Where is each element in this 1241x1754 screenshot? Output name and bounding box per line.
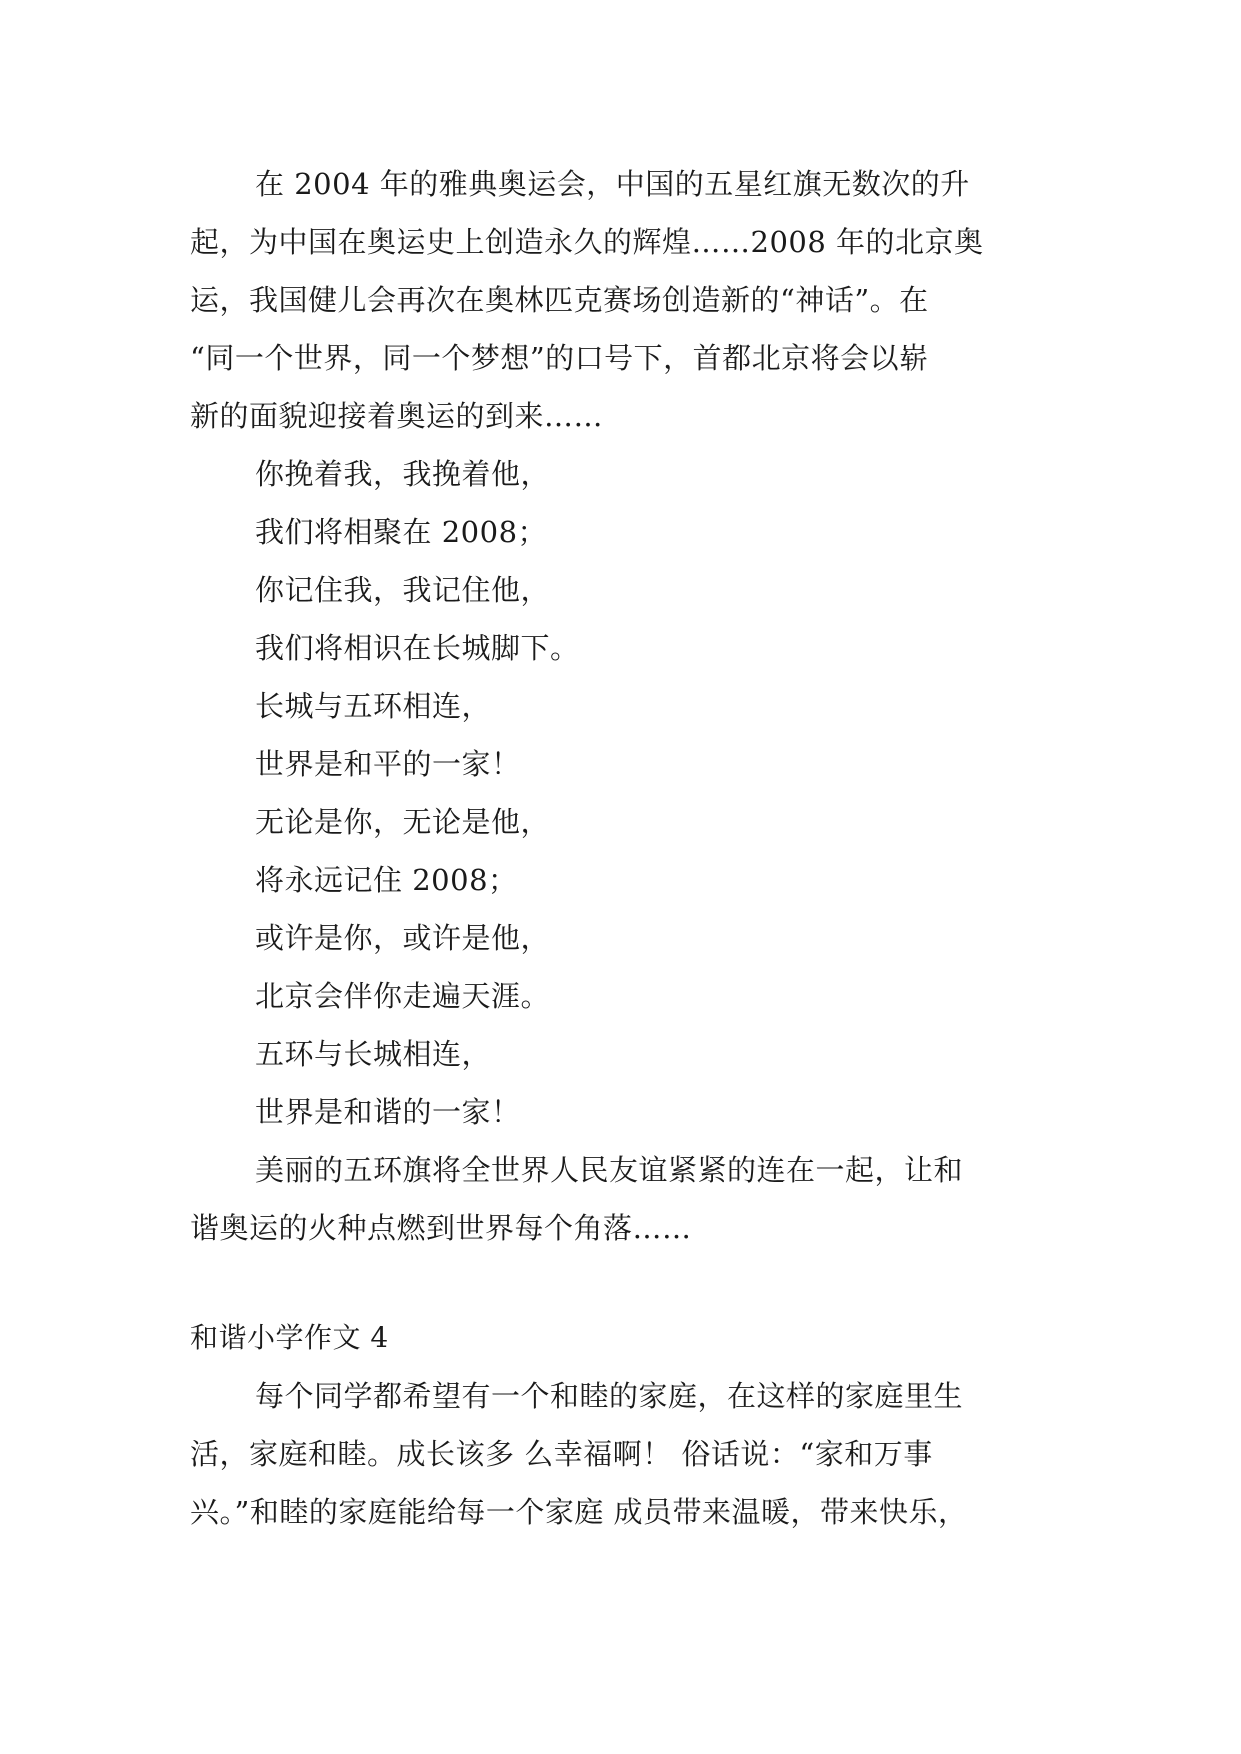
paragraph-1-line-1: 在 2004 年的雅典奥运会，中国的五星红旗无数次的升 (255, 167, 970, 201)
paragraph-1-line-4: “同一个世界，同一个梦想”的口号下，首都北京将会以崭 (190, 341, 929, 375)
poem-line-10: 北京会伴你走遍天涯。 (255, 979, 551, 1013)
section-heading: 和谐小学作文 4 (190, 1321, 389, 1354)
poem-line-11: 五环与长城相连， (255, 1037, 492, 1071)
poem-line-8: 将永远记住 2008； (255, 863, 518, 897)
paragraph-2-line-2: 谐奥运的火种点燃到世界每个角落…… (190, 1211, 692, 1245)
poem-line-3: 你记住我，我记住他， (255, 573, 551, 607)
poem-line-2: 我们将相聚在 2008； (255, 515, 548, 549)
paragraph-1-line-3: 运，我国健儿会再次在奥林匹克赛场创造新的“神话”。在 (190, 283, 929, 317)
poem-line-5: 长城与五环相连， (255, 689, 492, 723)
poem-line-7: 无论是你，无论是他， (255, 805, 551, 839)
poem-line-6: 世界是和平的一家！ (255, 747, 521, 781)
poem-line-1: 你挽着我，我挽着他， (255, 457, 551, 491)
paragraph-3-line-1: 每个同学都希望有一个和睦的家庭，在这样的家庭里生 (255, 1379, 964, 1413)
paragraph-3-line-3: 兴。”和睦的家庭能给每一个家庭 成员带来温暖，带来快乐， (190, 1495, 968, 1529)
paragraph-1-line-2: 起，为中国在奥运史上创造永久的辉煌……2008 年的北京奥 (190, 225, 984, 259)
paragraph-1-line-5: 新的面貌迎接着奥运的到来…… (190, 399, 604, 433)
poem-line-9: 或许是你，或许是他， (255, 921, 551, 955)
paragraph-2-line-1: 美丽的五环旗将全世界人民友谊紧紧的连在一起，让和 (255, 1153, 964, 1187)
paragraph-3-line-2: 活，家庭和睦。成长该多 么幸福啊！ 俗话说：“家和万事 (190, 1437, 933, 1471)
poem-line-12: 世界是和谐的一家！ (255, 1095, 521, 1129)
poem-line-4: 我们将相识在长城脚下。 (255, 631, 580, 665)
